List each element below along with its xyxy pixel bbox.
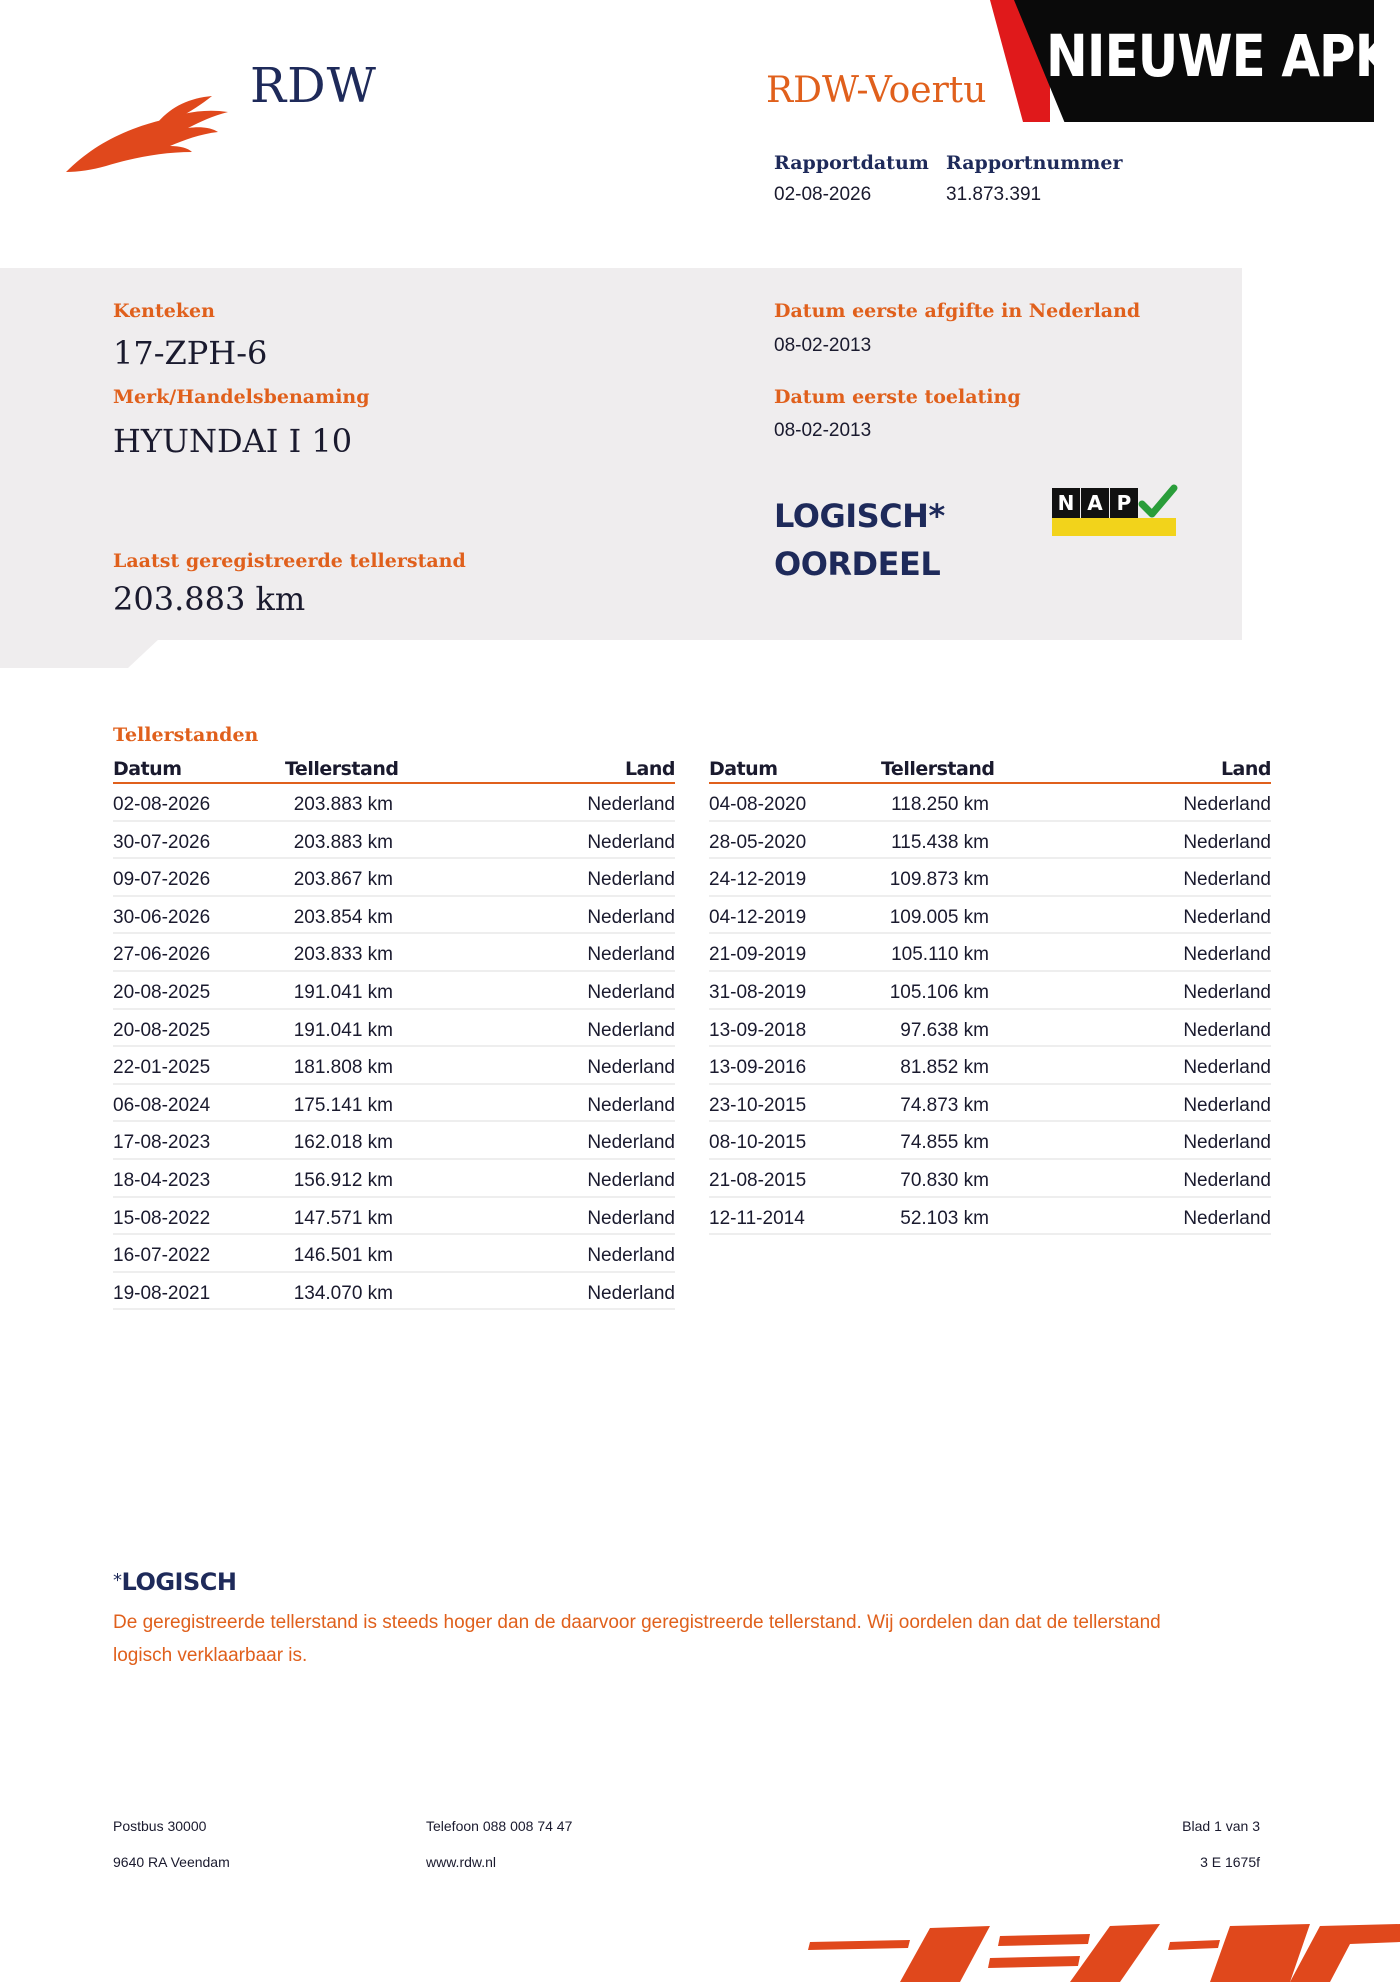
cell-country: Nederland bbox=[1183, 1207, 1271, 1229]
cell-date: 02-08-2026 bbox=[113, 794, 211, 815]
column-header-date: Datum bbox=[113, 758, 182, 780]
cell-country: Nederland bbox=[587, 794, 675, 815]
report-date: 02-08-2026 bbox=[774, 184, 872, 205]
footnote-title-text: LOGISCH bbox=[121, 1568, 237, 1596]
column-header-date: Datum bbox=[709, 758, 778, 780]
cell-date: 24-12-2019 bbox=[709, 869, 807, 891]
cell-date: 21-08-2015 bbox=[709, 1169, 807, 1191]
cell-km: 105.110 km bbox=[891, 944, 989, 966]
table-header bbox=[113, 756, 675, 784]
cell-date: 06-08-2024 bbox=[113, 1094, 211, 1116]
cell-country: Nederland bbox=[1183, 831, 1271, 853]
cell-country: Nederland bbox=[1183, 1169, 1271, 1191]
cell-km: 118.250 km bbox=[891, 794, 989, 815]
cell-country: Nederland bbox=[1183, 1019, 1271, 1041]
nap-logo bbox=[1052, 488, 1176, 538]
cell-date: 30-06-2026 bbox=[113, 906, 211, 928]
cell-country: Nederland bbox=[587, 1245, 675, 1267]
cell-km: 115.438 km bbox=[891, 831, 989, 853]
cell-km: 147.571 km bbox=[293, 1207, 393, 1229]
cell-date: 31-08-2019 bbox=[709, 981, 807, 1003]
table-row bbox=[709, 1122, 1271, 1160]
cell-km: 105.106 km bbox=[889, 981, 989, 1003]
table-row bbox=[113, 1160, 675, 1198]
cell-date: 17-08-2023 bbox=[113, 1132, 211, 1154]
cell-km: 74.855 km bbox=[900, 1132, 989, 1154]
footnote-asterisk: * bbox=[113, 1570, 122, 1591]
cell-country: Nederland bbox=[1183, 1057, 1271, 1079]
cell-country: Nederland bbox=[587, 1057, 675, 1079]
first-admission-label: Datum eerste toelating bbox=[774, 386, 1021, 408]
cell-date: 16-07-2022 bbox=[113, 1245, 211, 1267]
table-row bbox=[709, 822, 1271, 860]
cell-date: 18-04-2023 bbox=[113, 1169, 211, 1191]
cell-km: 191.041 km bbox=[293, 981, 393, 1003]
decorative-stripes bbox=[790, 1922, 1400, 1982]
table-row bbox=[113, 859, 675, 897]
cell-km: 109.873 km bbox=[889, 869, 989, 891]
check-icon bbox=[1138, 484, 1178, 522]
cell-country: Nederland bbox=[587, 1207, 675, 1229]
first-issue-nl-value: 08-02-2013 bbox=[774, 335, 872, 356]
cell-country: Nederland bbox=[587, 1282, 675, 1304]
table-row bbox=[709, 934, 1271, 972]
table-row bbox=[113, 1198, 675, 1236]
cell-date: 20-08-2025 bbox=[113, 1019, 211, 1041]
cell-date: 09-07-2026 bbox=[113, 869, 211, 891]
cell-km: 74.873 km bbox=[900, 1094, 989, 1116]
column-header-country: Land bbox=[624, 758, 675, 780]
cell-km: 203.833 km bbox=[293, 944, 393, 966]
cell-km: 97.638 km bbox=[900, 1019, 989, 1041]
cell-date: 23-10-2015 bbox=[709, 1094, 807, 1116]
table-row bbox=[113, 784, 675, 822]
footer-page-number: Blad 1 van 3 bbox=[1182, 1818, 1260, 1834]
cell-country: Nederland bbox=[587, 1094, 675, 1116]
plate-label: Kenteken bbox=[113, 300, 215, 322]
make-value: HYUNDAI I 10 bbox=[113, 422, 353, 460]
rdw-bird-icon bbox=[62, 86, 232, 176]
cell-km: 134.070 km bbox=[293, 1282, 393, 1304]
cell-date: 04-08-2020 bbox=[709, 794, 807, 815]
cell-date: 15-08-2022 bbox=[113, 1207, 211, 1229]
first-admission-value: 08-02-2013 bbox=[774, 420, 872, 441]
cell-country: Nederland bbox=[587, 831, 675, 853]
cell-km: 109.005 km bbox=[889, 906, 989, 928]
cell-date: 20-08-2025 bbox=[113, 981, 211, 1003]
footnote-text: De geregistreerde tellerstand is steeds hoger dan de daarvoor geregistreerde tellerstand. Wij oordelen dan dat de tellerstand logisch verklaarbaar is. bbox=[113, 1612, 1161, 1666]
table-row bbox=[113, 1273, 675, 1311]
verdict bbox=[774, 492, 945, 588]
nap-letter-p: P bbox=[1110, 488, 1138, 518]
cell-km: 203.883 km bbox=[293, 794, 393, 815]
cell-country: Nederland bbox=[587, 869, 675, 891]
table-row bbox=[709, 859, 1271, 897]
odometer-section-title: Tellerstanden bbox=[113, 724, 259, 746]
cell-date: 04-12-2019 bbox=[709, 906, 807, 928]
report-number-label: Rapportnummer bbox=[946, 152, 1123, 174]
cell-date: 21-09-2019 bbox=[709, 944, 807, 966]
verdict-line-2: OORDEEL bbox=[774, 545, 941, 583]
cell-km: 203.883 km bbox=[293, 831, 393, 853]
mileage-label: Laatst geregistreerde tellerstand bbox=[113, 550, 466, 572]
column-header-country: Land bbox=[1220, 758, 1271, 780]
make-label: Merk/Handelsbenaming bbox=[113, 386, 370, 408]
table-row bbox=[113, 1010, 675, 1048]
table-row bbox=[113, 897, 675, 935]
cell-km: 81.852 km bbox=[900, 1057, 989, 1079]
first-issue-nl-label: Datum eerste afgifte in Nederland bbox=[774, 300, 1141, 322]
cell-country: Nederland bbox=[1183, 906, 1271, 928]
cell-km: 203.854 km bbox=[293, 906, 393, 928]
rdw-logo bbox=[62, 58, 382, 188]
cell-country: Nederland bbox=[587, 906, 675, 928]
cell-country: Nederland bbox=[587, 1019, 675, 1041]
cell-date: 12-11-2014 bbox=[709, 1207, 805, 1229]
footer-document-code: 3 E 1675f bbox=[1200, 1854, 1260, 1870]
cell-km: 191.041 km bbox=[293, 1019, 393, 1041]
cell-date: 13-09-2018 bbox=[709, 1019, 807, 1041]
table-row bbox=[113, 1085, 675, 1123]
table-row bbox=[113, 972, 675, 1010]
table-row bbox=[709, 1010, 1271, 1048]
odometer-table-right bbox=[709, 756, 1271, 1235]
column-header-km: Tellerstand bbox=[881, 758, 995, 780]
cell-country: Nederland bbox=[1183, 944, 1271, 966]
cell-country: Nederland bbox=[587, 981, 675, 1003]
cell-country: Nederland bbox=[587, 944, 675, 966]
cell-date: 08-10-2015 bbox=[709, 1132, 807, 1154]
footer-postbus: Postbus 30000 bbox=[113, 1818, 207, 1834]
cell-km: 203.867 km bbox=[293, 869, 393, 891]
cell-km: 70.830 km bbox=[900, 1169, 989, 1191]
nap-letter-n: N bbox=[1052, 488, 1080, 518]
cell-country: Nederland bbox=[587, 1169, 675, 1191]
cell-country: Nederland bbox=[1183, 869, 1271, 891]
table-row bbox=[709, 897, 1271, 935]
table-header bbox=[709, 756, 1271, 784]
cell-date: 13-09-2016 bbox=[709, 1057, 807, 1079]
cell-country: Nederland bbox=[587, 1132, 675, 1154]
odometer-table-left bbox=[113, 756, 675, 1310]
table-row bbox=[113, 1122, 675, 1160]
mileage-value: 203.883 km bbox=[113, 580, 306, 618]
footer-city: 9640 RA Veendam bbox=[113, 1854, 230, 1870]
cell-km: 52.103 km bbox=[900, 1207, 989, 1229]
apk-banner bbox=[990, 0, 1400, 122]
cell-km: 181.808 km bbox=[293, 1057, 393, 1079]
cell-date: 27-06-2026 bbox=[113, 944, 211, 966]
report-number: 31.873.391 bbox=[946, 184, 1042, 205]
cell-km: 175.141 km bbox=[293, 1094, 393, 1116]
table-row bbox=[709, 1198, 1271, 1236]
table-row bbox=[709, 784, 1271, 822]
cell-country: Nederland bbox=[1183, 794, 1271, 815]
brand-name: RDW bbox=[250, 58, 377, 114]
cell-km: 156.912 km bbox=[293, 1169, 393, 1191]
cell-date: 22-01-2025 bbox=[113, 1057, 211, 1079]
cell-country: Nederland bbox=[1183, 1132, 1271, 1154]
nap-letter-a: A bbox=[1081, 488, 1109, 518]
report-date-label: Rapportdatum bbox=[774, 152, 929, 174]
table-row bbox=[113, 934, 675, 972]
cell-km: 146.501 km bbox=[293, 1245, 393, 1267]
cell-country: Nederland bbox=[1183, 981, 1271, 1003]
footer-website[interactable]: www.rdw.nl bbox=[426, 1854, 497, 1870]
cell-km: 162.018 km bbox=[293, 1132, 393, 1154]
footer-phone: Telefoon 088 008 74 47 bbox=[426, 1818, 573, 1834]
footnote-title bbox=[113, 1568, 236, 1596]
table-row bbox=[113, 1235, 675, 1273]
banner-text: NIEUWE APK bbox=[1046, 22, 1393, 90]
plate-number: 17-ZPH-6 bbox=[113, 334, 268, 372]
table-row bbox=[709, 972, 1271, 1010]
column-header-km: Tellerstand bbox=[285, 758, 399, 780]
cell-country: Nederland bbox=[1183, 1094, 1271, 1116]
table-row bbox=[709, 1047, 1271, 1085]
panel-tail bbox=[0, 638, 160, 668]
table-row bbox=[113, 1047, 675, 1085]
table-row bbox=[113, 822, 675, 860]
document-title: RDW-Voertu bbox=[766, 70, 987, 111]
cell-date: 30-07-2026 bbox=[113, 831, 211, 853]
cell-date: 19-08-2021 bbox=[113, 1282, 211, 1304]
table-row bbox=[709, 1085, 1271, 1123]
verdict-line-1: LOGISCH* bbox=[774, 497, 945, 535]
table-row bbox=[709, 1160, 1271, 1198]
cell-date: 28-05-2020 bbox=[709, 831, 807, 853]
